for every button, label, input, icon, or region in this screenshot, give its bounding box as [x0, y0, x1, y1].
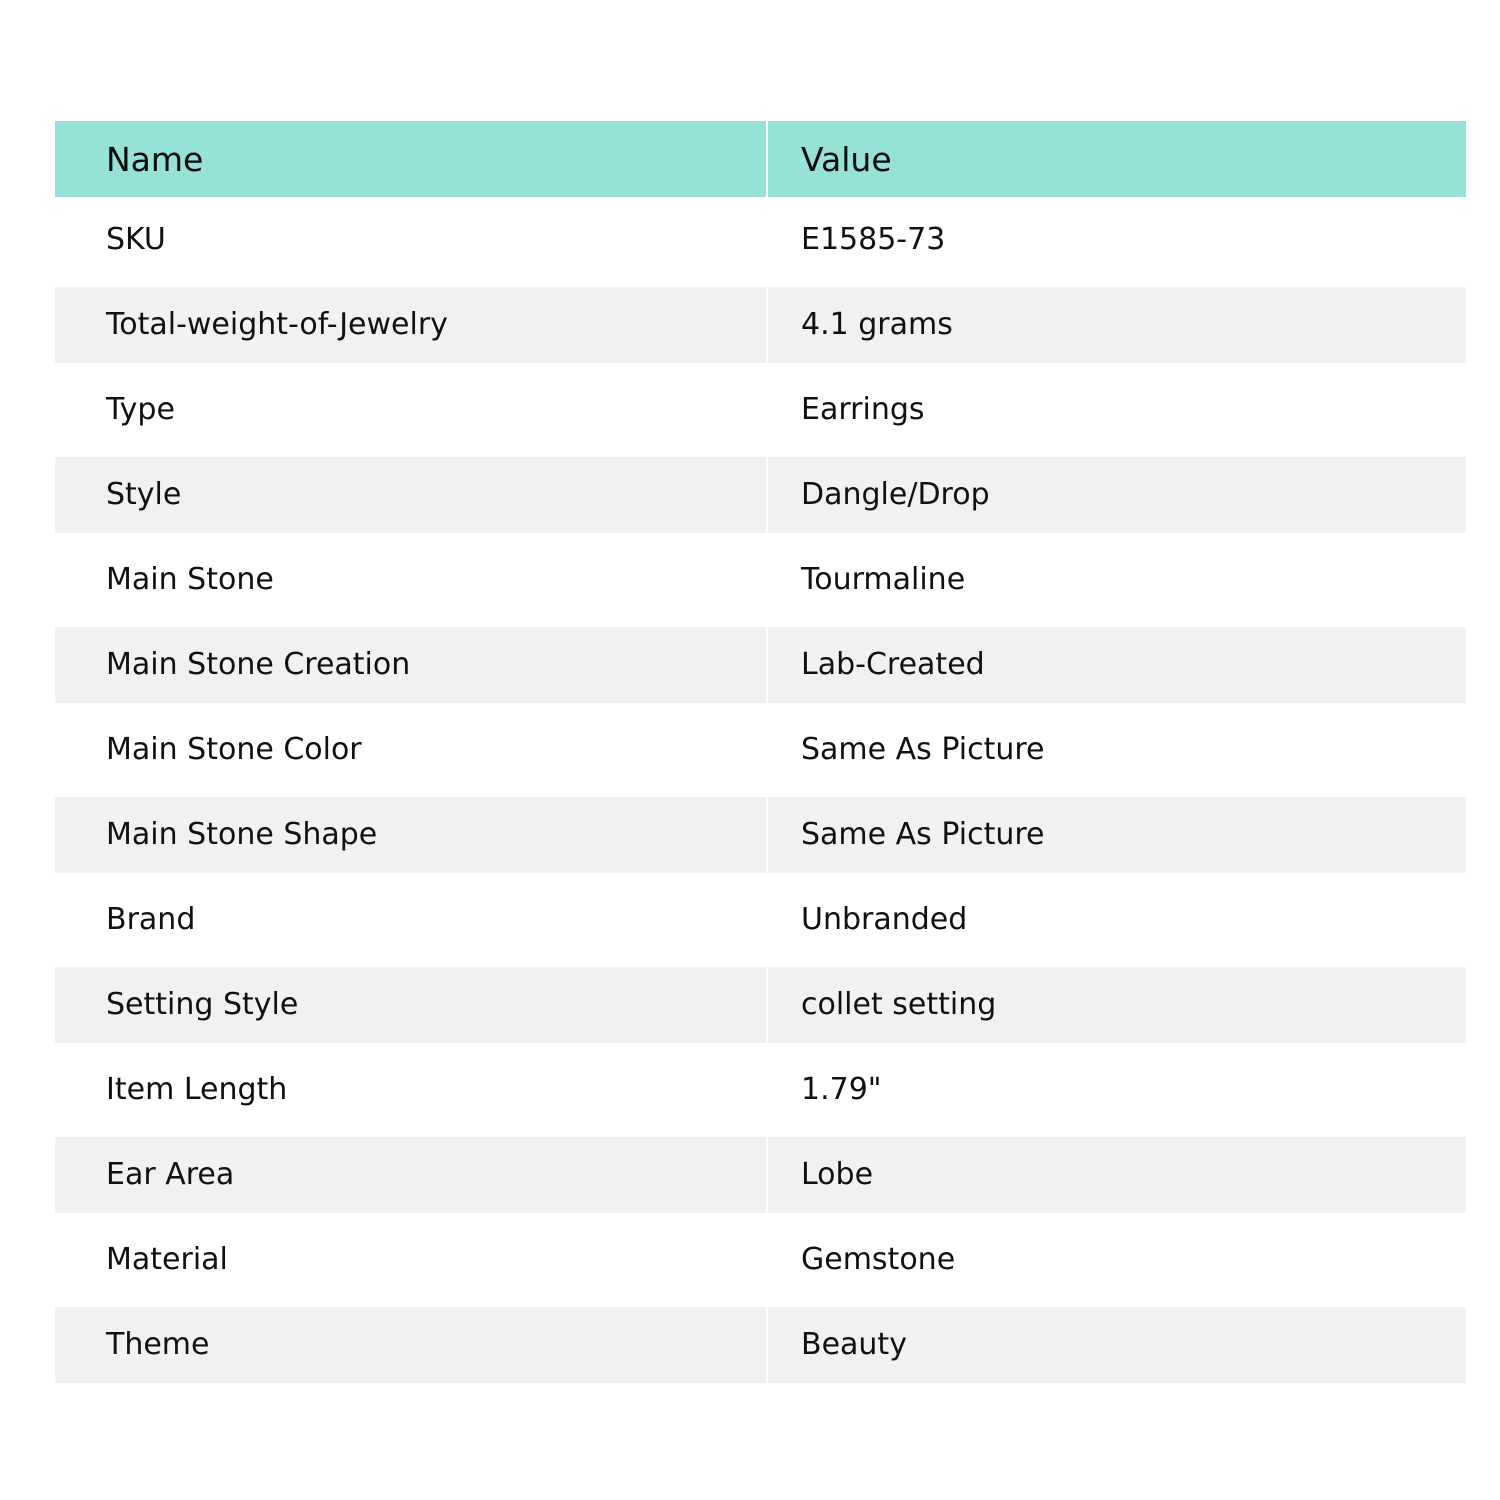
row-value: E1585-73 — [768, 197, 1466, 282]
table-row — [55, 967, 1466, 1043]
row-value: Lobe — [768, 1137, 1466, 1213]
row-name: Main Stone Color — [55, 707, 766, 792]
table-row — [55, 287, 1466, 363]
table-row — [55, 707, 1466, 792]
row-value: Lab-Created — [768, 627, 1466, 703]
row-value: Dangle/Drop — [768, 457, 1466, 533]
row-value: Beauty — [768, 1307, 1466, 1383]
table-row — [55, 877, 1466, 962]
table-row — [55, 1047, 1466, 1132]
row-name: Type — [55, 367, 766, 452]
table-row — [55, 1137, 1466, 1213]
table-row — [55, 457, 1466, 533]
row-value: 1.79" — [768, 1047, 1466, 1132]
table-row — [55, 797, 1466, 873]
row-name: Style — [55, 457, 766, 533]
table-row — [55, 197, 1466, 282]
table-row — [55, 627, 1466, 703]
row-value: Earrings — [768, 367, 1466, 452]
row-value: Same As Picture — [768, 707, 1466, 792]
row-name: Main Stone Shape — [55, 797, 766, 873]
row-value: collet setting — [768, 967, 1466, 1043]
row-name: Total-weight-of-Jewelry — [55, 287, 766, 363]
row-value: Unbranded — [768, 877, 1466, 962]
row-name: Main Stone — [55, 537, 766, 622]
header-name: Name — [55, 121, 766, 197]
table-row — [55, 537, 1466, 622]
table-header-row — [55, 121, 1466, 197]
row-value: Tourmaline — [768, 537, 1466, 622]
row-name: Main Stone Creation — [55, 627, 766, 703]
row-name: Setting Style — [55, 967, 766, 1043]
table-row — [55, 1217, 1466, 1302]
header-value: Value — [768, 121, 1466, 197]
row-name: Material — [55, 1217, 766, 1302]
row-name: SKU — [55, 197, 766, 282]
row-name: Brand — [55, 877, 766, 962]
row-name: Ear Area — [55, 1137, 766, 1213]
spec-table — [55, 121, 1466, 1387]
table-row — [55, 1307, 1466, 1383]
row-name: Item Length — [55, 1047, 766, 1132]
row-value: Gemstone — [768, 1217, 1466, 1302]
row-value: Same As Picture — [768, 797, 1466, 873]
row-name: Theme — [55, 1307, 766, 1383]
row-value: 4.1 grams — [768, 287, 1466, 363]
table-row — [55, 367, 1466, 452]
